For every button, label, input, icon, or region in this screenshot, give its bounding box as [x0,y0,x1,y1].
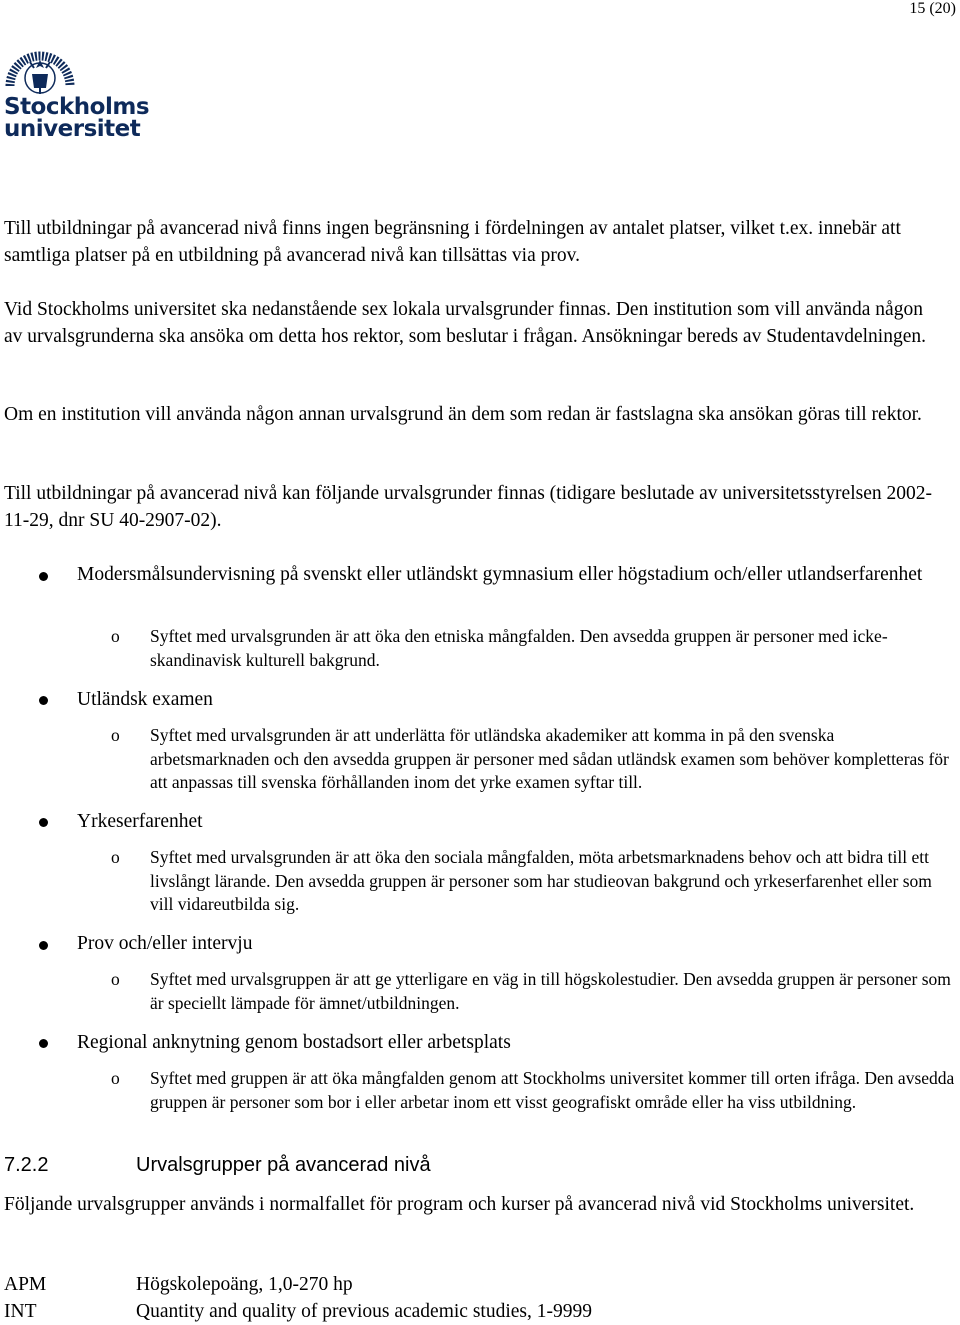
group-description: Quantity and quality of previous academic studies, 1-9999 [136,1301,592,1322]
section-number: 7.2.2 [4,1154,49,1176]
university-logo [4,38,150,142]
group-code: APM [4,1274,47,1295]
criterion-title: Yrkeserfarenhet [77,811,203,832]
sub-bullet-icon: o [111,969,120,989]
criterion-title: Utländsk examen [77,689,213,710]
bullet-icon [39,1039,48,1048]
group-code: INT [4,1301,37,1322]
criterion-detail: Syftet med urvalsgruppen är att ge ytterligare en väg in till högskolestudier. Den avsedda gruppen är personer som är speciellt lämpade för ämnet/utbildningen. [150,969,951,1013]
university-name [4,96,149,140]
paragraph: Vid Stockholms universitet ska nedanstående sex lokala urvalsgrunder finnas. Den institution som vill använda någon av urvalsgrunderna ska ansöka om detta hos rektor, som beslutar i frågan. Ansökningar bereds av Studentavdelningen. [4,299,926,347]
paragraph: Till utbildningar på avancerad nivå kan följande urvalsgrunder finnas (tidigare beslutade av universitetsstyrelsen 2002-11-29, dnr SU 40-2907-02). [4,483,932,531]
sub-bullet-icon: o [111,725,120,745]
bullet-icon [39,572,48,581]
bullet-icon [39,941,48,950]
criterion-title: Modersmålsundervisning på svenskt eller utländskt gymnasium eller högstadium och/eller utlandserfarenhet [77,564,923,585]
section-title: Urvalsgrupper på avancerad nivå [136,1154,431,1176]
criterion-detail: Syftet med gruppen är att öka mångfalden genom att Stockholms universitet kommer till orten ifråga. Den avsedda gruppen är personer som bor i eller arbetar inom ett visst geografiskt område eller ha viss utbildning. [150,1068,955,1112]
sub-bullet-icon: o [111,626,120,646]
paragraph: Till utbildningar på avancerad nivå finns ingen begränsning i fördelningen av antalet platser, vilket t.ex. innebär att samtliga platser på en utbildning på avancerad nivå kan tillsättas via prov. [4,218,901,266]
criterion-title: Regional anknytning genom bostadsort eller arbetsplats [77,1032,511,1053]
criterion-detail: Syftet med urvalsgrunden är att öka den sociala mångfalden, möta arbetsmarknadens behov och att bidra till ett livslångt lärande. Den avsedda gruppen är personer som har studieovan bakgrund och yrkeserfarenhet eller som vill vidareutbilda sig. [150,847,932,914]
section-intro: Följande urvalsgrupper används i normalfallet för program och kurser på avancerad nivå vid Stockholms universitet. [4,1194,915,1215]
paragraph: Om en institution vill använda någon annan urvalsgrund än dem som redan är fastslagna ska ansökan göras till rektor. [4,404,922,425]
criterion-detail: Syftet med urvalsgrunden är att underlätta för utländska akademiker att komma in på den svenska arbetsmarknaden och den avsedda gruppen är personer med sådan utländsk examen som behöver kompletteras för att anpassas till svenska förhållanden inom det yrke examen syftar till. [150,725,949,792]
group-description: Högskolepoäng, 1,0-270 hp [136,1274,353,1295]
sub-bullet-icon: o [111,847,120,867]
criterion-title: Prov och/eller intervju [77,933,253,954]
logo-line-1: Stockholms [4,94,150,120]
page-number: 15 (20) [909,0,956,17]
sub-bullet-icon: o [111,1068,120,1088]
bullet-icon [39,696,48,705]
bullet-icon [39,818,48,827]
criterion-detail: Syftet med urvalsgrunden är att öka den etniska mångfalden. Den avsedda gruppen är personer med icke-skandinavisk kulturell bakgrund. [150,626,888,670]
logo-line-2: universitet [4,116,141,142]
